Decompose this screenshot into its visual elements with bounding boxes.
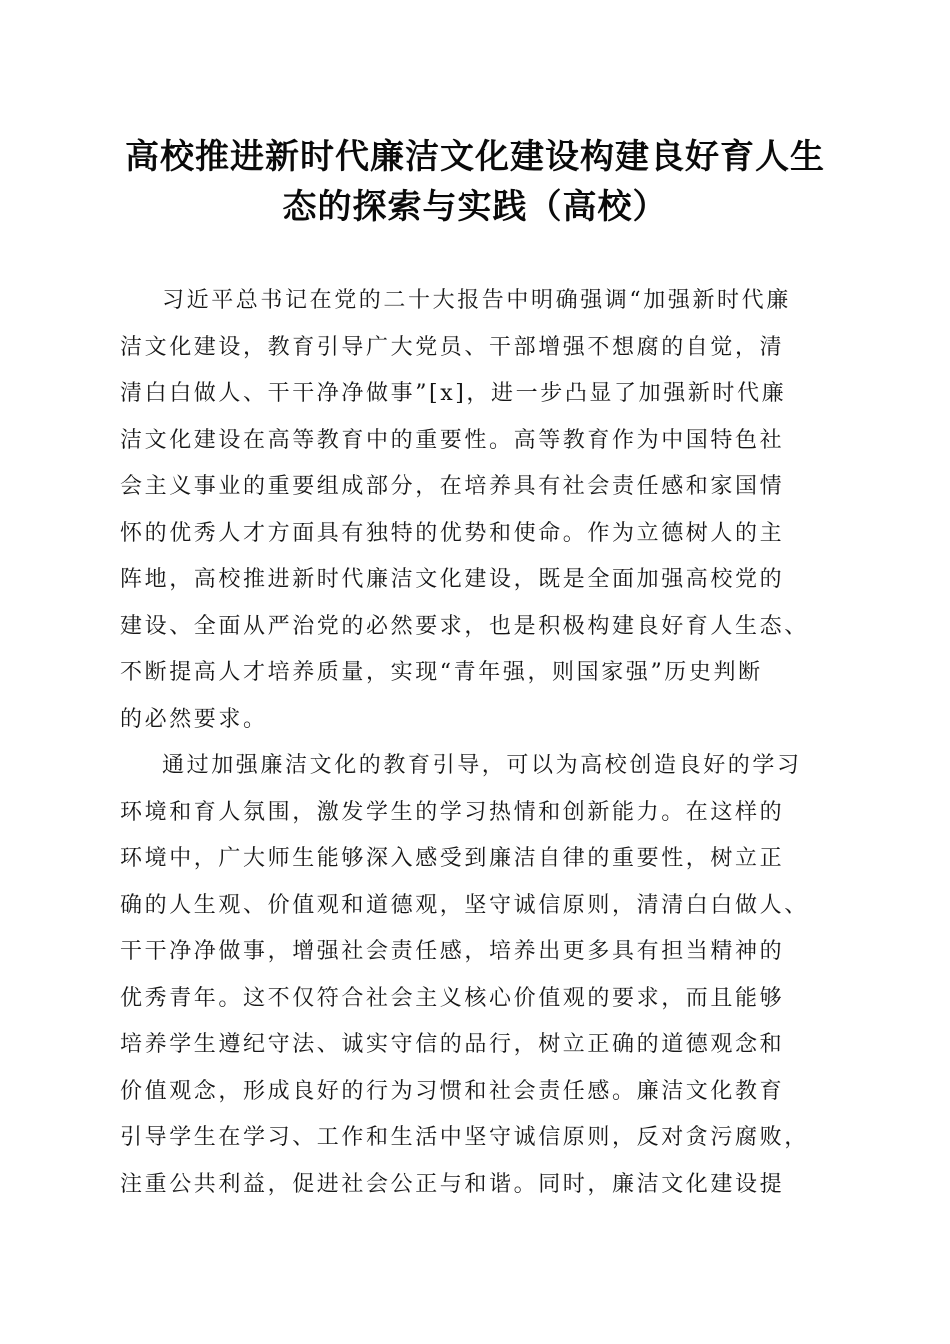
paragraph-line: 清白白做人、干干净净做事”[x]，进一步凸显了加强新时代廉: [120, 381, 787, 406]
paragraph-2: [120, 743, 840, 1208]
paragraph-line: 习近平总书记在党的二十大报告中明确强调“加强新时代廉: [162, 288, 791, 313]
paragraph-line: 确的人生观、价值观和道德观，坚守诚信原则，清清白白做人、: [120, 892, 809, 918]
paragraph-line: 培养学生遵纪守法、诚实守信的品行，树立正确的道德观念和: [120, 1032, 785, 1057]
paragraph-line: 怀的优秀人才方面具有独特的优势和使命。作为立德树人的主: [120, 520, 785, 546]
title-line: 态的探索与实践（高校）: [282, 187, 668, 227]
paragraph-line: 价值观念，形成良好的行为习惯和社会责任感。廉洁文化教育: [120, 1078, 785, 1104]
paragraph-line: 注重公共利益，促进社会公正与和谐。同时，廉洁文化建设提: [120, 1171, 785, 1197]
paragraph-line: 引导学生在学习、工作和生活中坚守诚信原则，反对贪污腐败，: [120, 1125, 809, 1150]
paragraph-line: 建设、全面从严治党的必然要求，也是积极构建良好育人生态、: [120, 613, 809, 639]
title-line: 高校推进新时代廉洁文化建设构建良好育人生: [125, 137, 825, 177]
document-body: [120, 278, 840, 1208]
document-title: [100, 132, 850, 232]
paragraph-1: [120, 278, 840, 743]
paragraph-line: 环境中，广大师生能够深入感受到廉洁自律的重要性，树立正: [120, 846, 785, 871]
paragraph-line: 环境和育人氛围，激发学生的学习热情和创新能力。在这样的: [120, 799, 785, 825]
paragraph-line: 通过加强廉洁文化的教育引导，可以为高校创造良好的学习: [162, 753, 802, 778]
paragraph-line: 会主义事业的重要组成部分，在培养具有社会责任感和家国情: [120, 474, 785, 499]
paragraph-line: 阵地，高校推进新时代廉洁文化建设，既是全面加强高校党的: [120, 567, 785, 592]
paragraph-line: 干干净净做事，增强社会责任感，培养出更多具有担当精神的: [120, 939, 785, 964]
paragraph-line: 优秀青年。这不仅符合社会主义核心价值观的要求，而且能够: [120, 985, 785, 1011]
paragraph-line: 不断提高人才培养质量，实现“青年强，则国家强”历史判断: [120, 660, 763, 685]
paragraph-line: 洁文化建设在高等教育中的重要性。高等教育作为中国特色社: [120, 427, 785, 453]
paragraph-line: 洁文化建设，教育引导广大党员、干部增强不想腐的自觉，清: [120, 334, 785, 360]
paragraph-line: 的必然要求。: [120, 706, 268, 732]
